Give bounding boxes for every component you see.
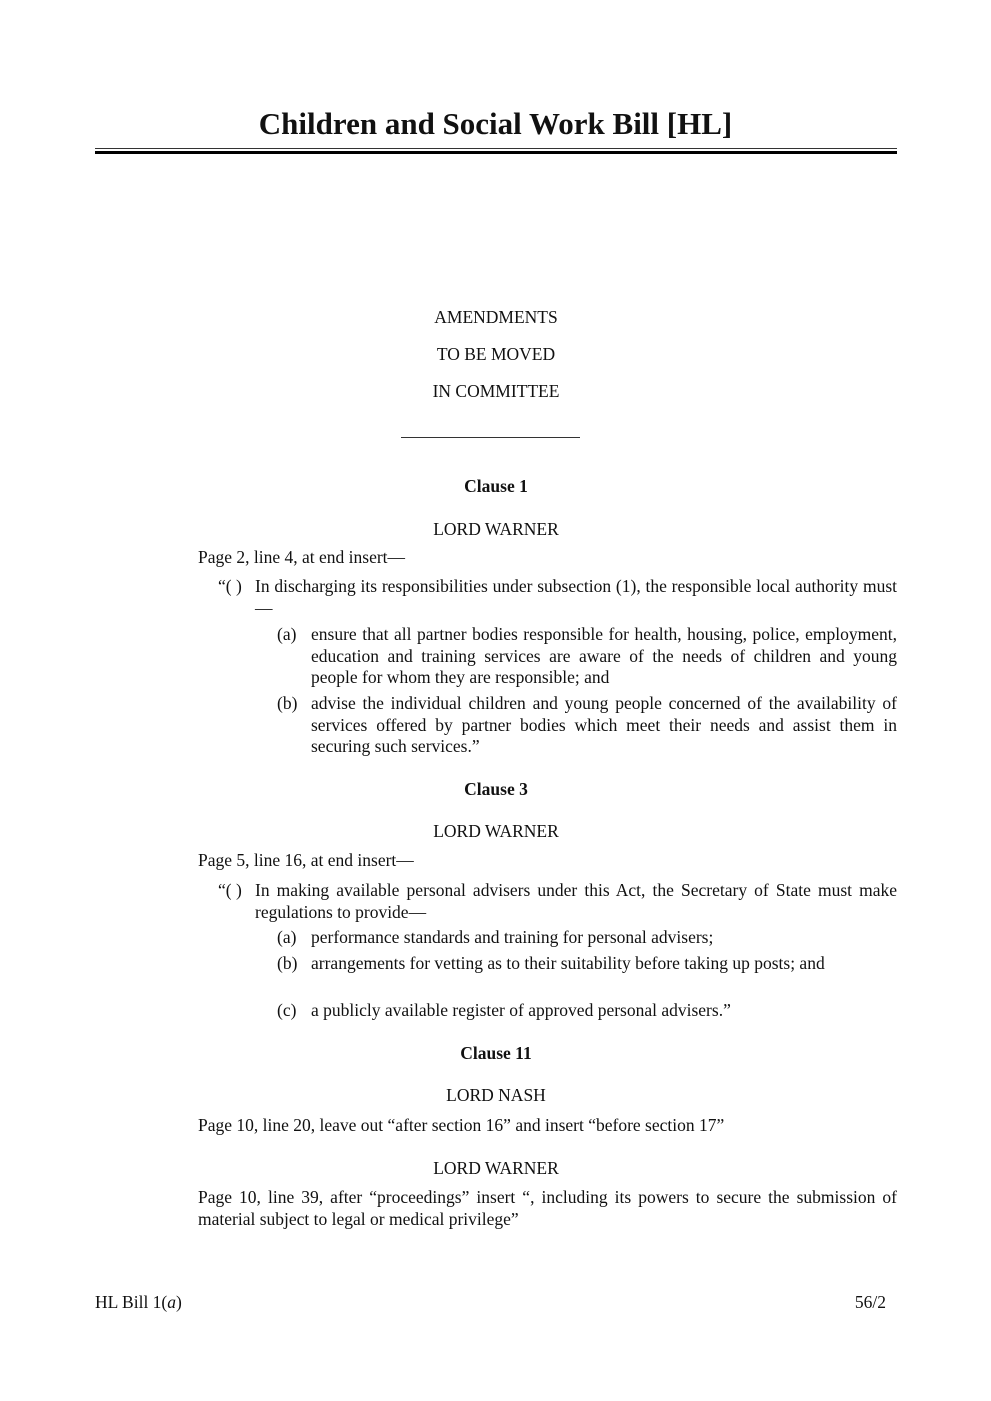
clause-1-heading: Clause 1: [464, 476, 528, 496]
item-label: (b): [277, 693, 298, 713]
bill-number-prefix: HL Bill 1(: [95, 1292, 168, 1312]
title-rule-thin: [95, 148, 897, 149]
item-label: (a): [277, 927, 297, 947]
cover-line-to-be-moved: TO BE MOVED: [436, 344, 556, 364]
bill-number-suffix-italic: a: [167, 1292, 177, 1312]
clause-1-member: LORD WARNER: [433, 519, 559, 539]
clause-11-amendment-1: Page 10, line 20, leave out “after section 16” and insert “before section 17”: [198, 1115, 725, 1135]
title-rule-thick: [95, 151, 897, 154]
item-label: (a): [277, 624, 297, 644]
page-reference: 56/2: [854, 1292, 886, 1312]
clause-3-item-b: [277, 953, 897, 975]
item-text: performance standards and training for personal advisers;: [311, 927, 714, 947]
cover-line-amendments: AMENDMENTS: [434, 307, 558, 327]
quote-label: “( ): [218, 576, 242, 596]
quote-text: In discharging its responsibilities under subsection (1), the responsible local authority must—: [255, 576, 897, 618]
clause-11-amendment-2: Page 10, line 39, after “proceedings” insert “, including its powers to secure the submission of material subject to legal or medical privilege”: [198, 1187, 897, 1229]
clause-3-instruction: Page 5, line 16, at end insert—: [198, 850, 414, 870]
item-text: ensure that all partner bodies responsible for health, housing, police, employment, education and training services are aware of the needs of children and young people for whom they are responsible; and: [311, 624, 897, 687]
document-title: Children and Social Work Bill [HL]: [258, 106, 733, 141]
clause-3-member: LORD WARNER: [433, 821, 559, 841]
item-text: arrangements for vetting as to their suitability before taking up posts; and: [311, 953, 825, 973]
item-text: a publicly available register of approved personal advisers.”: [311, 1000, 731, 1020]
item-label: (b): [277, 953, 298, 973]
item-text: advise the individual children and young people concerned of the availability of services offered by partner bodies which meet their needs and assist them in securing such services.”: [311, 693, 897, 756]
quote-text: In making available personal advisers under this Act, the Secretary of State must make regulations to provide—: [255, 880, 897, 922]
clause-1-quote: [218, 576, 897, 619]
clause-1-item-b: [277, 693, 897, 758]
cover-line-in-committee: IN COMMITTEE: [432, 381, 560, 401]
clause-1-instruction: Page 2, line 4, at end insert—: [198, 547, 406, 567]
clause-3-item-c: [277, 1000, 897, 1022]
item-label: (c): [277, 1000, 297, 1020]
clause-3-quote: [218, 880, 897, 923]
clause-1-item-a: [277, 624, 897, 689]
bill-number: [95, 1291, 182, 1313]
clause-11-member-2: LORD WARNER: [433, 1158, 559, 1178]
clause-11-heading: Clause 11: [460, 1043, 532, 1063]
bill-number-close: ): [176, 1292, 182, 1312]
clause-3-heading: Clause 3: [464, 779, 528, 799]
section-divider: [401, 437, 580, 438]
quote-label: “( ): [218, 880, 242, 900]
clause-11-member-1: LORD NASH: [446, 1085, 546, 1105]
clause-3-item-a: [277, 927, 897, 949]
